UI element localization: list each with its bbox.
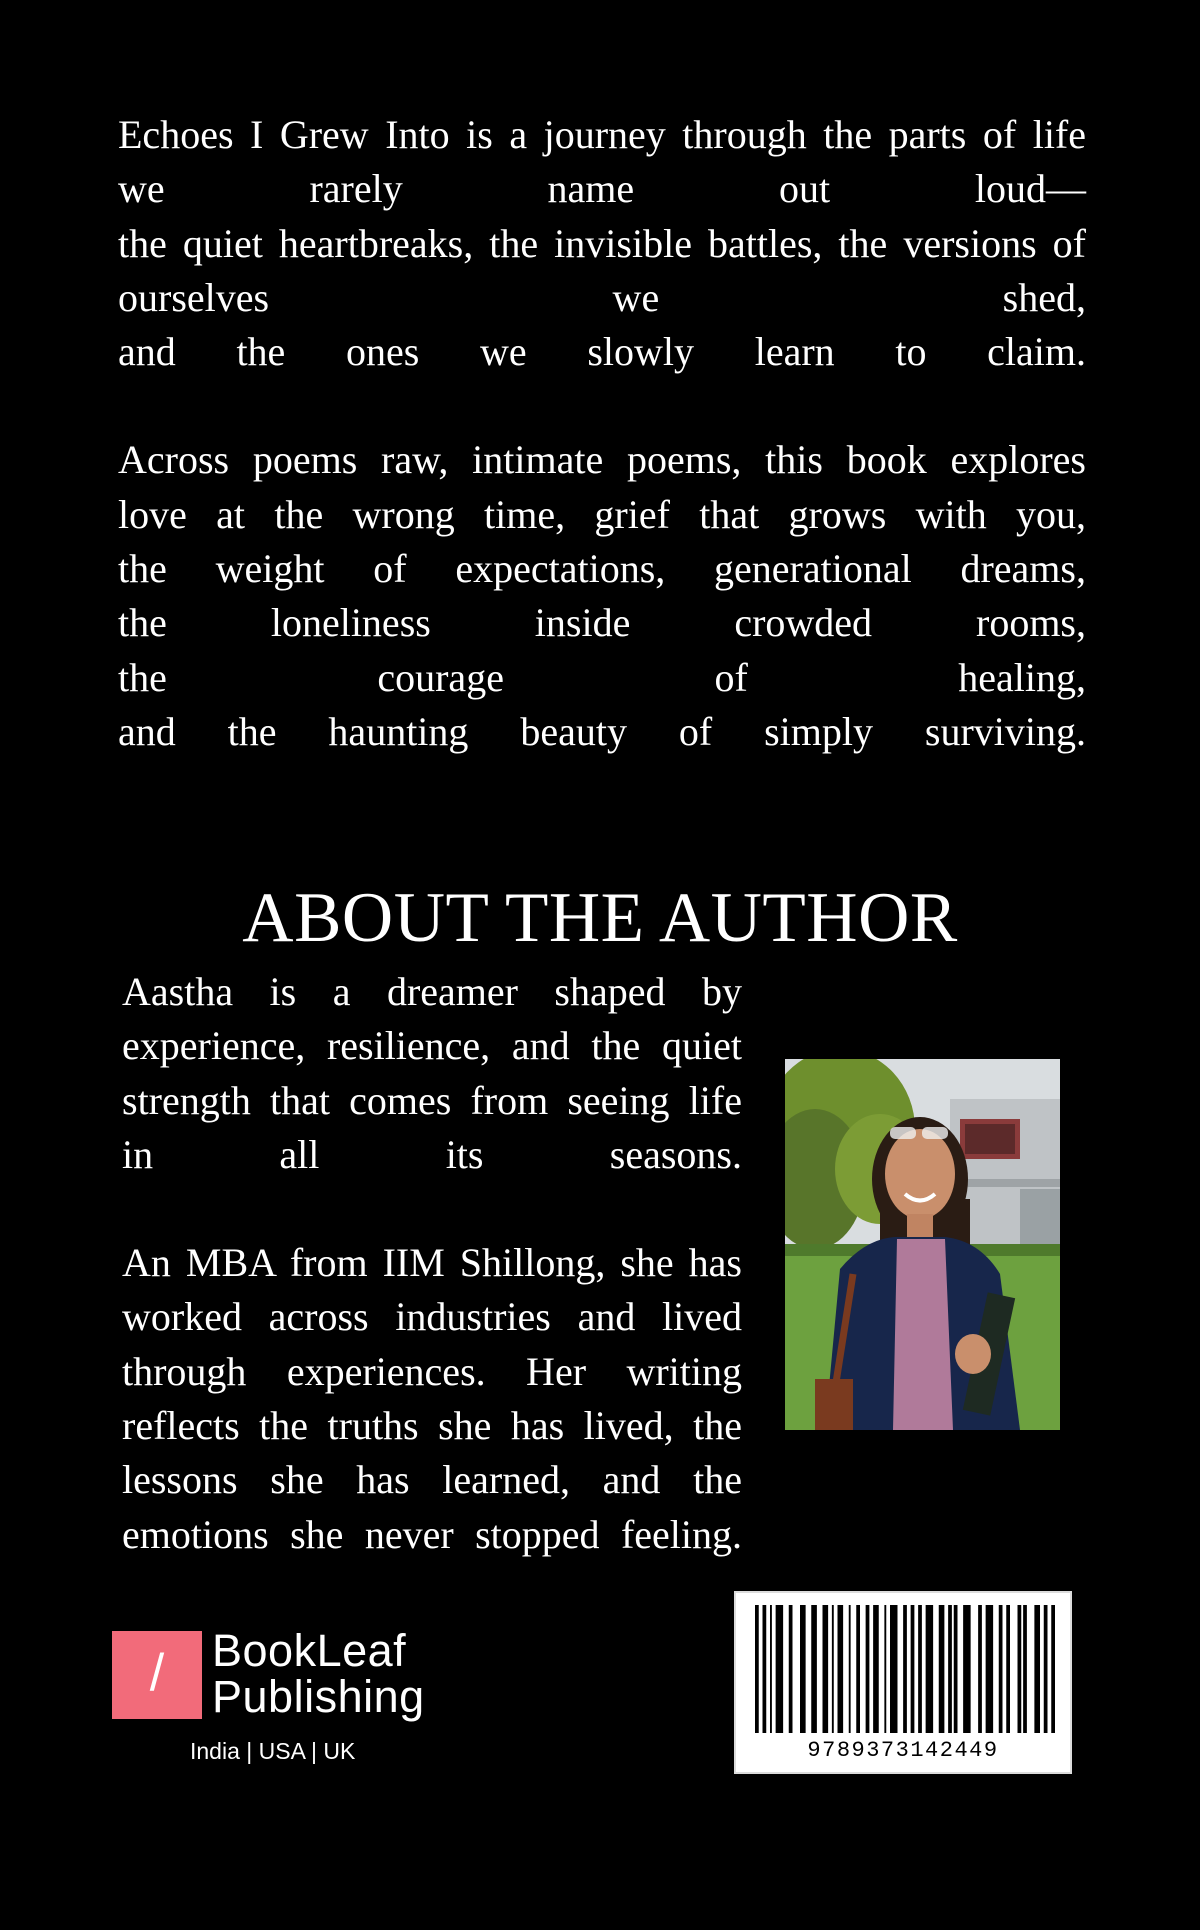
barcode-bar <box>755 1605 759 1733</box>
barcode-bar <box>954 1605 958 1733</box>
bio-line: worked across industries and lived <box>122 1294 742 1340</box>
barcode-bar <box>838 1605 844 1733</box>
blurb-line: ourselves we shed, <box>118 274 1086 320</box>
isbn-barcode <box>734 1591 1072 1774</box>
barcode-bar <box>1051 1605 1055 1733</box>
blurb-paragraph-1 <box>118 108 1086 379</box>
bio-line: strength that comes from seeing life <box>122 1077 742 1123</box>
blurb-line: we rarely name out loud— <box>118 166 1086 212</box>
barcode-bar <box>884 1605 886 1733</box>
publisher-regions: India | USA | UK <box>190 1738 356 1764</box>
barcode-bar <box>832 1605 834 1733</box>
blurb-line: Across poems raw, intimate poems, this book explores <box>118 437 1086 483</box>
barcode-bar <box>911 1605 915 1733</box>
publisher-name-line1: BookLeaf <box>212 1625 407 1676</box>
bio-line: in all its seasons. <box>122 1131 742 1177</box>
barcode-bar <box>776 1605 784 1733</box>
barcode-bar <box>948 1605 952 1733</box>
isbn-number: 9789373142449 <box>807 1738 999 1763</box>
barcode-bar <box>849 1605 851 1733</box>
barcode-bar <box>890 1605 898 1733</box>
barcode-bar <box>963 1605 971 1733</box>
barcode-bar <box>903 1605 907 1733</box>
barcode-bar <box>1034 1605 1040 1733</box>
bio-line: An MBA from IIM Shillong, she has <box>122 1240 742 1286</box>
blurb-line: love at the wrong time, grief that grows with you, <box>118 491 1086 537</box>
book-blurb <box>118 108 1086 759</box>
barcode-bar <box>1044 1605 1048 1733</box>
author-bio <box>122 965 742 1562</box>
publisher-logo <box>112 1625 452 1768</box>
bio-line: reflects the truths she has lived, the <box>122 1403 742 1449</box>
bio-paragraph-2 <box>122 1236 742 1562</box>
bio-line: through experiences. Her writing <box>122 1348 742 1394</box>
bio-line: emotions she never stopped feeling. <box>122 1511 742 1557</box>
blurb-line: the loneliness inside crowded rooms, <box>118 600 1086 646</box>
barcode-bar <box>939 1605 945 1733</box>
barcode-bar <box>926 1605 934 1733</box>
barcode-bar <box>873 1605 879 1733</box>
publisher-name-line2: Publishing <box>212 1671 425 1722</box>
bio-line: Aastha is a dreamer shaped by <box>122 969 742 1014</box>
blurb-line: the courage of healing, <box>118 654 1086 700</box>
bio-paragraph-1 <box>122 965 742 1182</box>
barcode-bar <box>978 1605 982 1733</box>
author-photo <box>785 1059 1060 1430</box>
barcode-bar <box>811 1605 817 1733</box>
bio-line: lessons she has learned, and the <box>122 1457 742 1503</box>
blurb-paragraph-2 <box>118 433 1086 759</box>
barcode-bar <box>823 1605 829 1733</box>
barcode-bar <box>999 1605 1003 1733</box>
blurb-line: the weight of expectations, generational dreams, <box>118 546 1086 592</box>
barcode-bar <box>856 1605 860 1733</box>
barcode-bar <box>866 1605 870 1733</box>
barcode-bar <box>770 1605 772 1733</box>
barcode-bars <box>750 1605 1060 1735</box>
barcode-bar <box>918 1605 922 1733</box>
blurb-line: and the haunting beauty of simply surviving. <box>118 708 1086 754</box>
barcode-bar <box>1023 1605 1027 1733</box>
blurb-line: Echoes I Grew Into is a journey through the parts of life <box>118 112 1086 157</box>
barcode-bar <box>1006 1605 1010 1733</box>
barcode-bar <box>789 1605 793 1733</box>
blurb-line: and the ones we slowly learn to claim. <box>118 329 1086 375</box>
barcode-bar <box>763 1605 767 1733</box>
publisher-logo-mark <box>112 1631 202 1719</box>
slash-icon: / <box>149 1644 165 1702</box>
barcode-bar <box>986 1605 994 1733</box>
barcode-bar <box>800 1605 806 1733</box>
bio-line: experience, resilience, and the quiet <box>122 1023 742 1069</box>
blurb-line: the quiet heartbreaks, the invisible battles, the versions of <box>118 220 1086 266</box>
about-author-heading: ABOUT THE AUTHOR <box>242 879 958 957</box>
barcode-bar <box>1018 1605 1022 1733</box>
